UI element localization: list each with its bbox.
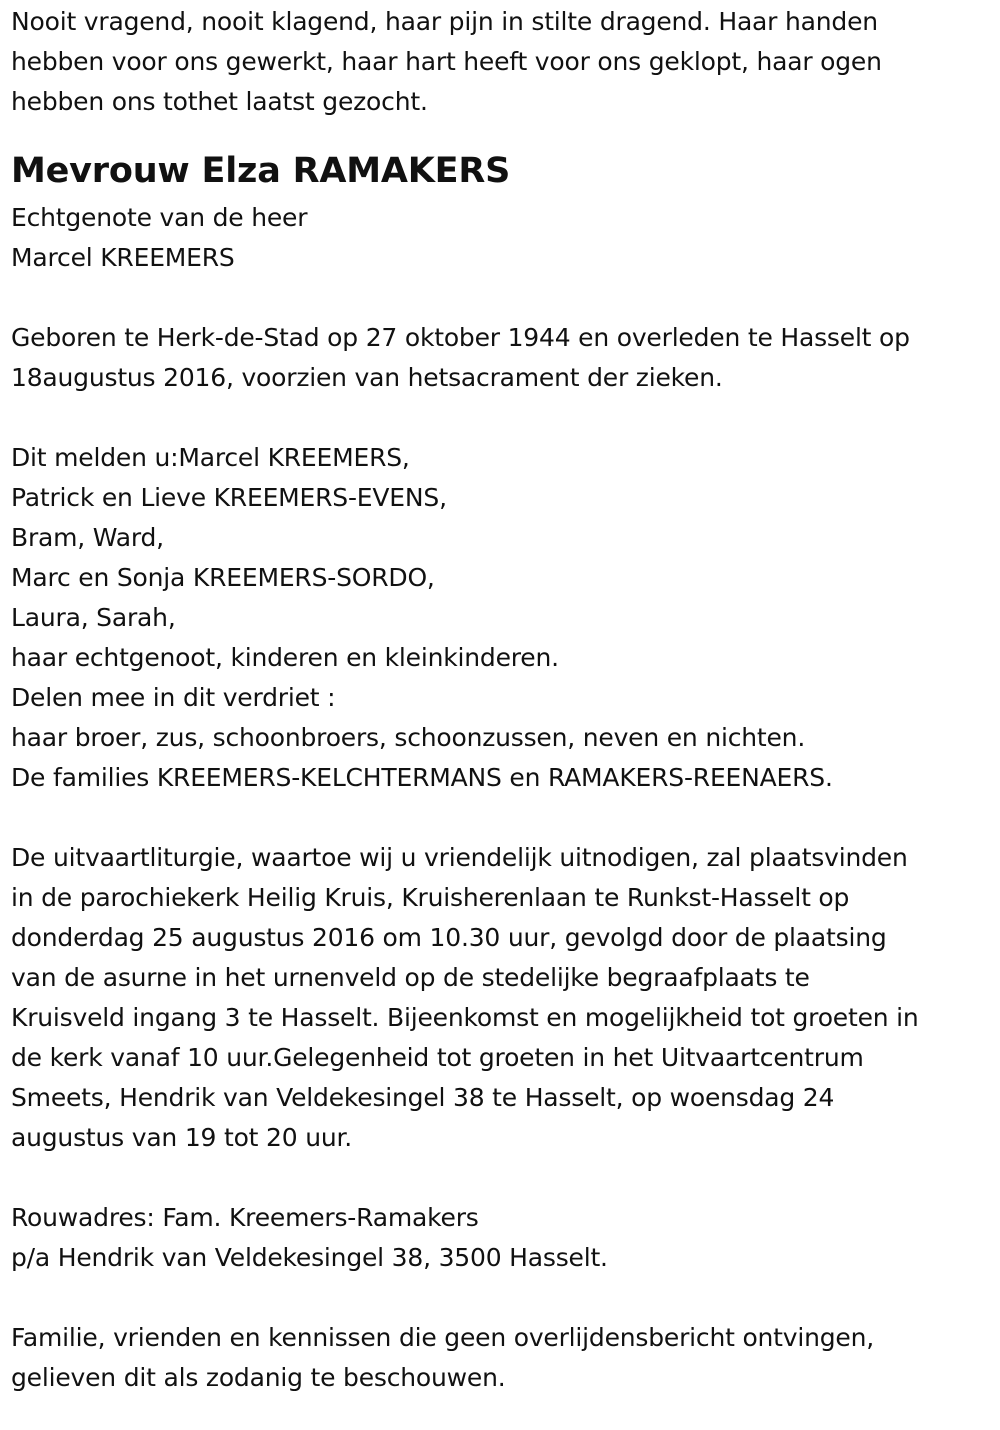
spacer <box>11 798 996 838</box>
spouse-line: Echtgenote van de heer <box>11 203 308 232</box>
announcer-line: Marc en Sonja KREEMERS-SORDO, <box>11 563 435 592</box>
closing-line: gelieven dit als zodanig te beschouwen. <box>11 1363 506 1392</box>
birth-death-line: Geboren te Herk-de-Stad op 27 oktober 1944 en overleden te Hasselt op <box>11 323 910 352</box>
announcer-line: Bram, Ward, <box>11 523 164 552</box>
announcer-line: haar broer, zus, schoonbroers, schoonzussen, neven en nichten. <box>11 723 806 752</box>
deceased-block <box>11 144 996 278</box>
announcer-line: Laura, Sarah, <box>11 603 176 632</box>
deceased-name: Mevrouw Elza RAMAKERS <box>11 151 511 191</box>
funeral-line: van de asurne in het urnenveld op de stedelijke begraafplaats te <box>11 963 810 992</box>
funeral-line: donderdag 25 augustus 2016 om 10.30 uur, gevolgd door de plaatsing <box>11 923 887 952</box>
address-line: p/a Hendrik van Veldekesingel 38, 3500 Hasselt. <box>11 1243 608 1272</box>
announcers-paragraph <box>11 438 996 798</box>
spacer <box>11 1158 996 1198</box>
spacer <box>11 278 996 318</box>
funeral-line: de kerk vanaf 10 uur.Gelegenheid tot groeten in het Uitvaartcentrum <box>11 1043 864 1072</box>
spacer <box>11 398 996 438</box>
spacer <box>11 1278 996 1318</box>
announcer-line: Dit melden u:Marcel KREEMERS, <box>11 443 410 472</box>
spacer <box>11 122 996 144</box>
death-notice <box>11 2 996 1398</box>
announcer-line: Patrick en Lieve KREEMERS-EVENS, <box>11 483 447 512</box>
closing-paragraph <box>11 1318 996 1398</box>
announcer-line: De families KREEMERS-KELCHTERMANS en RAMAKERS-REENAERS. <box>11 763 833 792</box>
funeral-line: Kruisveld ingang 3 te Hasselt. Bijeenkomst en mogelijkheid tot groeten in <box>11 1003 919 1032</box>
intro-line: hebben ons tothet laatst gezocht. <box>11 87 428 116</box>
address-line: Rouwadres: Fam. Kreemers-Ramakers <box>11 1203 479 1232</box>
funeral-paragraph <box>11 838 996 1158</box>
funeral-line: in de parochiekerk Heilig Kruis, Kruisherenlaan te Runkst-Hasselt op <box>11 883 850 912</box>
birth-death-line: 18augustus 2016, voorzien van hetsacrament der zieken. <box>11 363 723 392</box>
funeral-line: augustus van 19 tot 20 uur. <box>11 1123 353 1152</box>
spouse-name: Marcel KREEMERS <box>11 243 235 272</box>
announcer-line: haar echtgenoot, kinderen en kleinkinderen. <box>11 643 559 672</box>
birth-death-paragraph <box>11 318 996 398</box>
address-paragraph <box>11 1198 996 1278</box>
intro-line: Nooit vragend, nooit klagend, haar pijn in stilte dragend. Haar handen <box>11 7 878 36</box>
funeral-line: De uitvaartliturgie, waartoe wij u vriendelijk uitnodigen, zal plaatsvinden <box>11 843 908 872</box>
intro-verse <box>11 2 996 122</box>
announcer-line: Delen mee in dit verdriet : <box>11 683 336 712</box>
closing-line: Familie, vrienden en kennissen die geen overlijdensbericht ontvingen, <box>11 1323 875 1352</box>
intro-line: hebben voor ons gewerkt, haar hart heeft voor ons geklopt, haar ogen <box>11 47 882 76</box>
funeral-line: Smeets, Hendrik van Veldekesingel 38 te Hasselt, op woensdag 24 <box>11 1083 835 1112</box>
